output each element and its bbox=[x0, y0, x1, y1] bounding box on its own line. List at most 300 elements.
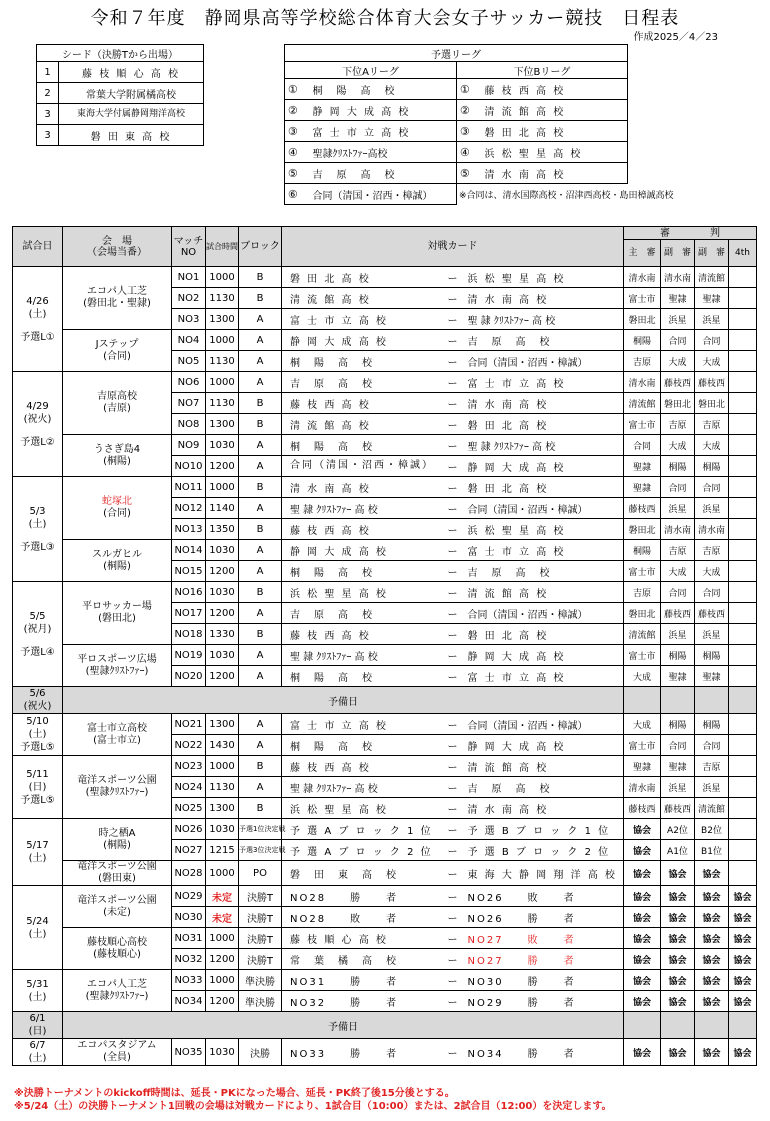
referee-sub1: 清水南 bbox=[661, 267, 695, 288]
match-row bbox=[13, 540, 757, 561]
block-cell: B bbox=[239, 393, 282, 414]
match-row bbox=[13, 756, 757, 777]
kickoff-time: 1000 bbox=[206, 330, 239, 351]
team-a: 磐 田 東 高 校 bbox=[282, 861, 446, 886]
referee-sub2: 協会 bbox=[695, 949, 729, 970]
referee-sub2: 磐田北 bbox=[695, 393, 729, 414]
team-b: 合同（清国・沼西・樟誠） bbox=[460, 714, 624, 735]
vs-dash: ー bbox=[446, 735, 460, 756]
referee-sub1: 協会 bbox=[661, 861, 695, 886]
referee-main: 富士市 bbox=[624, 645, 661, 666]
referee-sub2: 桐陽 bbox=[695, 456, 729, 477]
referee-sub2: 吉原 bbox=[695, 540, 729, 561]
referee-4th bbox=[729, 330, 757, 351]
referee-4th bbox=[729, 288, 757, 309]
referee-sub1: 桐陽 bbox=[661, 456, 695, 477]
block-cell: B bbox=[239, 519, 282, 540]
block-cell: 決勝T bbox=[239, 949, 282, 970]
vs-dash: ー bbox=[446, 498, 460, 519]
team-b: 富 士 市 立 高 校 bbox=[460, 372, 624, 393]
team-a: 桐 陽 高 校 bbox=[282, 435, 446, 456]
match-no: NO33 bbox=[172, 970, 206, 991]
team-b: 清 流 館 高 校 bbox=[460, 756, 624, 777]
referee-sub2: B2位 bbox=[695, 819, 729, 840]
kickoff-time: 1200 bbox=[206, 666, 239, 687]
block-cell: B bbox=[239, 798, 282, 819]
referee-main: 協会 bbox=[624, 949, 661, 970]
team-a: 合同（清国・沼西・樟誠） bbox=[282, 456, 446, 477]
referee-main: 磐田北 bbox=[624, 309, 661, 330]
vs-dash: ー bbox=[446, 819, 460, 840]
team-b: 吉 原 高 校 bbox=[460, 777, 624, 798]
match-no: NO5 bbox=[172, 351, 206, 372]
referee-sub2: 協会 bbox=[695, 928, 729, 949]
team-b: 予 選 B ブ ロ ッ ク 2 位 bbox=[460, 840, 624, 861]
kickoff-time: 1000 bbox=[206, 861, 239, 886]
team-b: NO34 勝 者 bbox=[460, 1039, 624, 1066]
referee-sub1: A1位 bbox=[661, 840, 695, 861]
referee-main: 合同 bbox=[624, 435, 661, 456]
match-no: NO3 bbox=[172, 309, 206, 330]
team-a: 静 岡 大 成 高 校 bbox=[282, 330, 446, 351]
referee-sub2: 浜星 bbox=[695, 498, 729, 519]
referee-sub1: 清水南 bbox=[661, 519, 695, 540]
team-b: 清 流 館 高 校 bbox=[460, 582, 624, 603]
referee-sub2: 清流館 bbox=[695, 798, 729, 819]
referee-sub1: 協会 bbox=[661, 886, 695, 907]
team-a: 聖 隷 ｸﾘｽﾄﾌｧｰ 高 校 bbox=[282, 498, 446, 519]
referee-4th bbox=[729, 519, 757, 540]
referee-sub1: 協会 bbox=[661, 970, 695, 991]
referee-sub1: 大成 bbox=[661, 435, 695, 456]
referee-sub2: 合同 bbox=[695, 735, 729, 756]
vs-dash: ー bbox=[446, 886, 460, 907]
kickoff-time: 1300 bbox=[206, 714, 239, 735]
vs-dash: ー bbox=[446, 991, 460, 1012]
vs-dash: ー bbox=[446, 561, 460, 582]
referee-main: 聖隷 bbox=[624, 456, 661, 477]
kickoff-time: 1200 bbox=[206, 561, 239, 582]
block-cell: A bbox=[239, 735, 282, 756]
referee-4th bbox=[729, 477, 757, 498]
kickoff-time: 1030 bbox=[206, 1039, 239, 1066]
kickoff-time: 1140 bbox=[206, 498, 239, 519]
match-no: NO16 bbox=[172, 582, 206, 603]
day-cell: 5/10 (土) 予選L⑤ bbox=[13, 714, 63, 756]
day-cell: 5/5 (祝月) 予選L④ bbox=[13, 582, 63, 687]
team-b: 浜 松 聖 星 高 校 bbox=[460, 519, 624, 540]
referee-main: 聖隷 bbox=[624, 477, 661, 498]
team-b: 富 士 市 立 高 校 bbox=[460, 540, 624, 561]
block-cell: 予選3位決定戦 bbox=[239, 840, 282, 861]
team-b: NO27 勝 者 bbox=[460, 949, 624, 970]
block-cell: B bbox=[239, 477, 282, 498]
seed-row: 1 藤 枝 順 心 高 校 bbox=[37, 62, 204, 83]
referee-main: 清流館 bbox=[624, 624, 661, 645]
kickoff-time: 1300 bbox=[206, 414, 239, 435]
vs-dash: ー bbox=[446, 309, 460, 330]
referee-sub1: 合同 bbox=[661, 735, 695, 756]
referee-4th bbox=[729, 861, 757, 886]
seed-row: 2 常葉大学附属橘高校 bbox=[37, 83, 204, 104]
league-a-header: 下位Aリーグ bbox=[285, 62, 457, 79]
venue-cell: 富士市立高校 (富士市立) bbox=[63, 714, 172, 756]
match-row bbox=[13, 886, 757, 907]
league-a-team: 静 岡 大 成 高 校 bbox=[301, 100, 457, 121]
team-a: 桐 陽 高 校 bbox=[282, 351, 446, 372]
referee-sub2: 清流館 bbox=[695, 267, 729, 288]
vs-dash: ー bbox=[446, 714, 460, 735]
vs-dash: ー bbox=[446, 456, 460, 477]
team-b: 静 岡 大 成 高 校 bbox=[460, 645, 624, 666]
team-a: 富 士 市 立 高 校 bbox=[282, 714, 446, 735]
referee-sub1: 桐陽 bbox=[661, 645, 695, 666]
kickoff-time: 未定 bbox=[206, 907, 239, 928]
referee-sub2: 吉原 bbox=[695, 414, 729, 435]
referee-4th: 協会 bbox=[729, 907, 757, 928]
vs-dash: ー bbox=[446, 756, 460, 777]
vs-dash: ー bbox=[446, 372, 460, 393]
kickoff-time: 1000 bbox=[206, 970, 239, 991]
kickoff-time: 1200 bbox=[206, 991, 239, 1012]
kickoff-time: 1215 bbox=[206, 840, 239, 861]
block-cell: PO bbox=[239, 861, 282, 886]
league-a-team: 聖隷ｸﾘｽﾄﾌｧｰ高校 bbox=[301, 142, 457, 163]
kickoff-time: 1200 bbox=[206, 949, 239, 970]
vs-dash: ー bbox=[446, 330, 460, 351]
team-b: 清 水 南 高 校 bbox=[460, 393, 624, 414]
league-b-team: 藤 枝 西 高 校 bbox=[473, 79, 628, 100]
day-cell: 5/17 (土) bbox=[13, 819, 63, 886]
referee-4th bbox=[729, 798, 757, 819]
day-cell: 5/31 (土) bbox=[13, 970, 63, 1012]
team-b: 磐 田 北 高 校 bbox=[460, 624, 624, 645]
vs-dash: ー bbox=[446, 907, 460, 928]
kickoff-time: 1030 bbox=[206, 819, 239, 840]
block-cell: A bbox=[239, 540, 282, 561]
team-b: 予 選 B ブ ロ ッ ク 1 位 bbox=[460, 819, 624, 840]
referee-main: 富士市 bbox=[624, 561, 661, 582]
team-a: 吉 原 高 校 bbox=[282, 603, 446, 624]
match-no: NO27 bbox=[172, 840, 206, 861]
team-b: NO26 敗 者 bbox=[460, 886, 624, 907]
referee-4th: 協会 bbox=[729, 949, 757, 970]
team-b: NO30 勝 者 bbox=[460, 970, 624, 991]
match-no: NO15 bbox=[172, 561, 206, 582]
block-cell: B bbox=[239, 414, 282, 435]
match-no: NO9 bbox=[172, 435, 206, 456]
match-row bbox=[13, 1039, 757, 1066]
match-row bbox=[13, 267, 757, 288]
day-cell: 4/29 (祝火) 予選L② bbox=[13, 372, 63, 477]
referee-4th bbox=[729, 777, 757, 798]
team-a: 浜 松 聖 星 高 校 bbox=[282, 798, 446, 819]
vs-dash: ー bbox=[446, 582, 460, 603]
match-no: NO28 bbox=[172, 861, 206, 886]
team-a: 聖 隷 ｸﾘｽﾄﾌｧｰ 高 校 bbox=[282, 645, 446, 666]
block-cell: 決勝T bbox=[239, 907, 282, 928]
venue-cell: 藤枝順心高校 (藤枝順心) bbox=[63, 928, 172, 970]
referee-sub2: 協会 bbox=[695, 1039, 729, 1066]
match-row bbox=[13, 714, 757, 735]
referee-sub2: 協会 bbox=[695, 886, 729, 907]
referee-4th bbox=[729, 435, 757, 456]
referee-sub2: 浜星 bbox=[695, 309, 729, 330]
referee-4th bbox=[729, 351, 757, 372]
kickoff-time: 1350 bbox=[206, 519, 239, 540]
match-no: NO2 bbox=[172, 288, 206, 309]
league-b-header: 下位Bリーグ bbox=[457, 62, 628, 79]
team-b: 磐 田 北 高 校 bbox=[460, 477, 624, 498]
block-cell: A bbox=[239, 666, 282, 687]
team-a: 桐 陽 高 校 bbox=[282, 735, 446, 756]
vs-dash: ー bbox=[446, 666, 460, 687]
referee-4th bbox=[729, 414, 757, 435]
block-cell: A bbox=[239, 603, 282, 624]
team-b: 聖 隷 ｸﾘｽﾄﾌｧｰ 高 校 bbox=[460, 435, 624, 456]
team-b: 静 岡 大 成 高 校 bbox=[460, 735, 624, 756]
referee-main: 清水南 bbox=[624, 372, 661, 393]
match-no: NO11 bbox=[172, 477, 206, 498]
day-cell: 5/6 (祝火) bbox=[13, 687, 63, 714]
venue-cell: 蛇塚北 (合同) bbox=[63, 477, 172, 540]
team-a: NO33 勝 者 bbox=[282, 1039, 446, 1066]
kickoff-time: 1430 bbox=[206, 735, 239, 756]
referee-sub1: 藤枝西 bbox=[661, 372, 695, 393]
reserve-row bbox=[13, 687, 757, 714]
seed-table bbox=[36, 44, 204, 146]
referee-sub1: 大成 bbox=[661, 561, 695, 582]
referee-sub2: 協会 bbox=[695, 970, 729, 991]
block-cell: A bbox=[239, 372, 282, 393]
venue-cell: スルガヒル (桐陽) bbox=[63, 540, 172, 582]
vs-dash: ー bbox=[446, 603, 460, 624]
referee-4th bbox=[729, 840, 757, 861]
day-cell: 6/1 (日) bbox=[13, 1012, 63, 1039]
block-cell: A bbox=[239, 435, 282, 456]
referee-sub2: 合同 bbox=[695, 330, 729, 351]
referee-sub2: 合同 bbox=[695, 477, 729, 498]
reserve-label: 予備日 bbox=[63, 1012, 624, 1039]
referee-sub1: 合同 bbox=[661, 330, 695, 351]
kickoff-time: 1130 bbox=[206, 351, 239, 372]
day-cell: 5/3 (土) 予選L③ bbox=[13, 477, 63, 582]
match-no: NO19 bbox=[172, 645, 206, 666]
team-a: 磐 田 北 高 校 bbox=[282, 267, 446, 288]
referee-4th: 協会 bbox=[729, 928, 757, 949]
team-a: NO28 敗 者 bbox=[282, 907, 446, 928]
block-cell: B bbox=[239, 582, 282, 603]
col-day: 試合日 bbox=[13, 227, 63, 267]
league-a-team: 桐 陽 高 校 bbox=[301, 79, 457, 100]
referee-sub2: 桐陽 bbox=[695, 645, 729, 666]
vs-dash: ー bbox=[446, 798, 460, 819]
kickoff-time: 1030 bbox=[206, 435, 239, 456]
referee-4th: 協会 bbox=[729, 991, 757, 1012]
referee-sub1: 吉原 bbox=[661, 540, 695, 561]
day-cell: 5/24 (土) bbox=[13, 886, 63, 970]
block-cell: 決勝T bbox=[239, 928, 282, 949]
match-row bbox=[13, 330, 757, 351]
venue-cell: エコパ人工芝 (磐田北・聖隷) bbox=[63, 267, 172, 330]
referee-main: 吉原 bbox=[624, 582, 661, 603]
match-no: NO8 bbox=[172, 414, 206, 435]
match-row bbox=[13, 928, 757, 949]
team-b: NO27 敗 者 bbox=[460, 928, 624, 949]
created-date: 作成2025／4／23 bbox=[633, 32, 718, 43]
block-cell: 予選1位決定戦 bbox=[239, 819, 282, 840]
referee-4th: 協会 bbox=[729, 886, 757, 907]
referee-sub2: B1位 bbox=[695, 840, 729, 861]
col-block: ブロック bbox=[239, 227, 282, 267]
block-cell: 準決勝 bbox=[239, 991, 282, 1012]
referee-4th bbox=[729, 309, 757, 330]
referee-sub1: 藤枝西 bbox=[661, 603, 695, 624]
seed-header: シード（決勝Tから出場） bbox=[37, 45, 204, 62]
vs-dash: ー bbox=[446, 477, 460, 498]
kickoff-time: 1000 bbox=[206, 267, 239, 288]
match-row bbox=[13, 435, 757, 456]
referee-main: 協会 bbox=[624, 1039, 661, 1066]
referee-sub1: 磐田北 bbox=[661, 393, 695, 414]
vs-dash: ー bbox=[446, 267, 460, 288]
referee-sub1: 浜星 bbox=[661, 498, 695, 519]
referee-sub2: 清水南 bbox=[695, 519, 729, 540]
team-a: 藤 枝 西 高 校 bbox=[282, 393, 446, 414]
col-time: 試合時間 bbox=[206, 227, 239, 267]
referee-sub2: 協会 bbox=[695, 991, 729, 1012]
match-no: NO34 bbox=[172, 991, 206, 1012]
block-cell: 準決勝 bbox=[239, 970, 282, 991]
vs-dash: ー bbox=[446, 928, 460, 949]
referee-sub1: 浜星 bbox=[661, 777, 695, 798]
referee-main: 清水南 bbox=[624, 267, 661, 288]
referee-4th bbox=[729, 267, 757, 288]
seed-row: 3 磐 田 東 高 校 bbox=[37, 125, 204, 146]
referee-4th bbox=[729, 624, 757, 645]
referee-sub1: 浜星 bbox=[661, 624, 695, 645]
team-b: 静 岡 大 成 高 校 bbox=[460, 456, 624, 477]
block-cell: A bbox=[239, 714, 282, 735]
match-no: NO13 bbox=[172, 519, 206, 540]
league-b-team: 磐 田 北 高 校 bbox=[473, 121, 628, 142]
referee-main: 藤枝西 bbox=[624, 498, 661, 519]
referee-main: 聖隷 bbox=[624, 756, 661, 777]
match-no: NO24 bbox=[172, 777, 206, 798]
match-no: NO32 bbox=[172, 949, 206, 970]
team-a: 静 岡 大 成 高 校 bbox=[282, 540, 446, 561]
kickoff-time: 1300 bbox=[206, 309, 239, 330]
match-no: NO1 bbox=[172, 267, 206, 288]
team-a: 清 流 館 高 校 bbox=[282, 288, 446, 309]
vs-dash: ー bbox=[446, 949, 460, 970]
team-a: 藤 枝 順 心 高 校 bbox=[282, 928, 446, 949]
referee-main: 桐陽 bbox=[624, 330, 661, 351]
venue-cell: 時之栖A (桐陽) bbox=[63, 819, 172, 861]
match-no: NO17 bbox=[172, 603, 206, 624]
match-no: NO26 bbox=[172, 819, 206, 840]
referee-sub2: 協会 bbox=[695, 861, 729, 886]
vs-dash: ー bbox=[446, 624, 460, 645]
team-b: 吉 原 高 校 bbox=[460, 330, 624, 351]
team-a: 富 士 市 立 高 校 bbox=[282, 309, 446, 330]
match-no: NO23 bbox=[172, 756, 206, 777]
col-venue: 会 場 （会場当番） bbox=[63, 227, 172, 267]
vs-dash: ー bbox=[446, 840, 460, 861]
block-cell: A bbox=[239, 330, 282, 351]
reserve-row bbox=[13, 1012, 757, 1039]
footnote-venue: ※5/24（土）の決勝トーナメント1回戦の会場は対戦カードにより、1試合目（10:00）または、2試合目（12:00）を決定します。 bbox=[14, 1101, 612, 1112]
referee-sub2: 藤枝西 bbox=[695, 603, 729, 624]
match-no: NO18 bbox=[172, 624, 206, 645]
kickoff-time: 1330 bbox=[206, 624, 239, 645]
kickoff-time: 1000 bbox=[206, 928, 239, 949]
vs-dash: ー bbox=[446, 519, 460, 540]
match-no: NO6 bbox=[172, 372, 206, 393]
referee-sub1: A2位 bbox=[661, 819, 695, 840]
team-a: 藤 枝 西 高 校 bbox=[282, 519, 446, 540]
referee-sub2: 浜星 bbox=[695, 624, 729, 645]
team-a: 清 流 館 高 校 bbox=[282, 414, 446, 435]
referee-sub2: 藤枝西 bbox=[695, 372, 729, 393]
match-row bbox=[13, 582, 757, 603]
block-cell: A bbox=[239, 309, 282, 330]
kickoff-time: 1130 bbox=[206, 777, 239, 798]
venue-cell: 吉原高校 (吉原) bbox=[63, 372, 172, 435]
day-cell: 4/26 (土) 予選L① bbox=[13, 267, 63, 372]
venue-cell: 竜洋スポーツ公園 (聖隷ｸﾘｽﾄﾌｧｰ) bbox=[63, 756, 172, 819]
referee-4th bbox=[729, 819, 757, 840]
block-cell: A bbox=[239, 777, 282, 798]
match-no: NO22 bbox=[172, 735, 206, 756]
venue-cell: エコパスタジアム (全員) bbox=[63, 1039, 172, 1066]
referee-4th bbox=[729, 372, 757, 393]
referee-main: 協会 bbox=[624, 991, 661, 1012]
match-no: NO14 bbox=[172, 540, 206, 561]
referee-sub2: 大成 bbox=[695, 351, 729, 372]
kickoff-time: 1000 bbox=[206, 477, 239, 498]
venue-cell: Jステップ (合同) bbox=[63, 330, 172, 372]
referee-sub1: 協会 bbox=[661, 907, 695, 928]
referee-main: 協会 bbox=[624, 907, 661, 928]
referee-main: 協会 bbox=[624, 840, 661, 861]
vs-dash: ー bbox=[446, 393, 460, 414]
team-a: 桐 陽 高 校 bbox=[282, 561, 446, 582]
referee-sub1: 合同 bbox=[661, 582, 695, 603]
match-no: NO12 bbox=[172, 498, 206, 519]
vs-dash: ー bbox=[446, 288, 460, 309]
block-cell: A bbox=[239, 456, 282, 477]
referee-main: 富士市 bbox=[624, 414, 661, 435]
kickoff-time: 1000 bbox=[206, 372, 239, 393]
kickoff-time: 1130 bbox=[206, 288, 239, 309]
team-b: 浜 松 聖 星 高 校 bbox=[460, 267, 624, 288]
team-b: NO26 勝 者 bbox=[460, 907, 624, 928]
referee-main: 清流館 bbox=[624, 393, 661, 414]
referee-4th bbox=[729, 498, 757, 519]
referee-main: 富士市 bbox=[624, 288, 661, 309]
kickoff-time: 1030 bbox=[206, 582, 239, 603]
referee-sub1: 協会 bbox=[661, 928, 695, 949]
block-cell: B bbox=[239, 267, 282, 288]
match-no: NO29 bbox=[172, 886, 206, 907]
kickoff-time: 1030 bbox=[206, 645, 239, 666]
team-b: 清 水 南 高 校 bbox=[460, 288, 624, 309]
referee-4th: 協会 bbox=[729, 1039, 757, 1066]
vs-dash: ー bbox=[446, 1039, 460, 1066]
block-cell: 決勝 bbox=[239, 1039, 282, 1066]
seed-row: 3 東海大学付属静岡翔洋高校 bbox=[37, 104, 204, 125]
